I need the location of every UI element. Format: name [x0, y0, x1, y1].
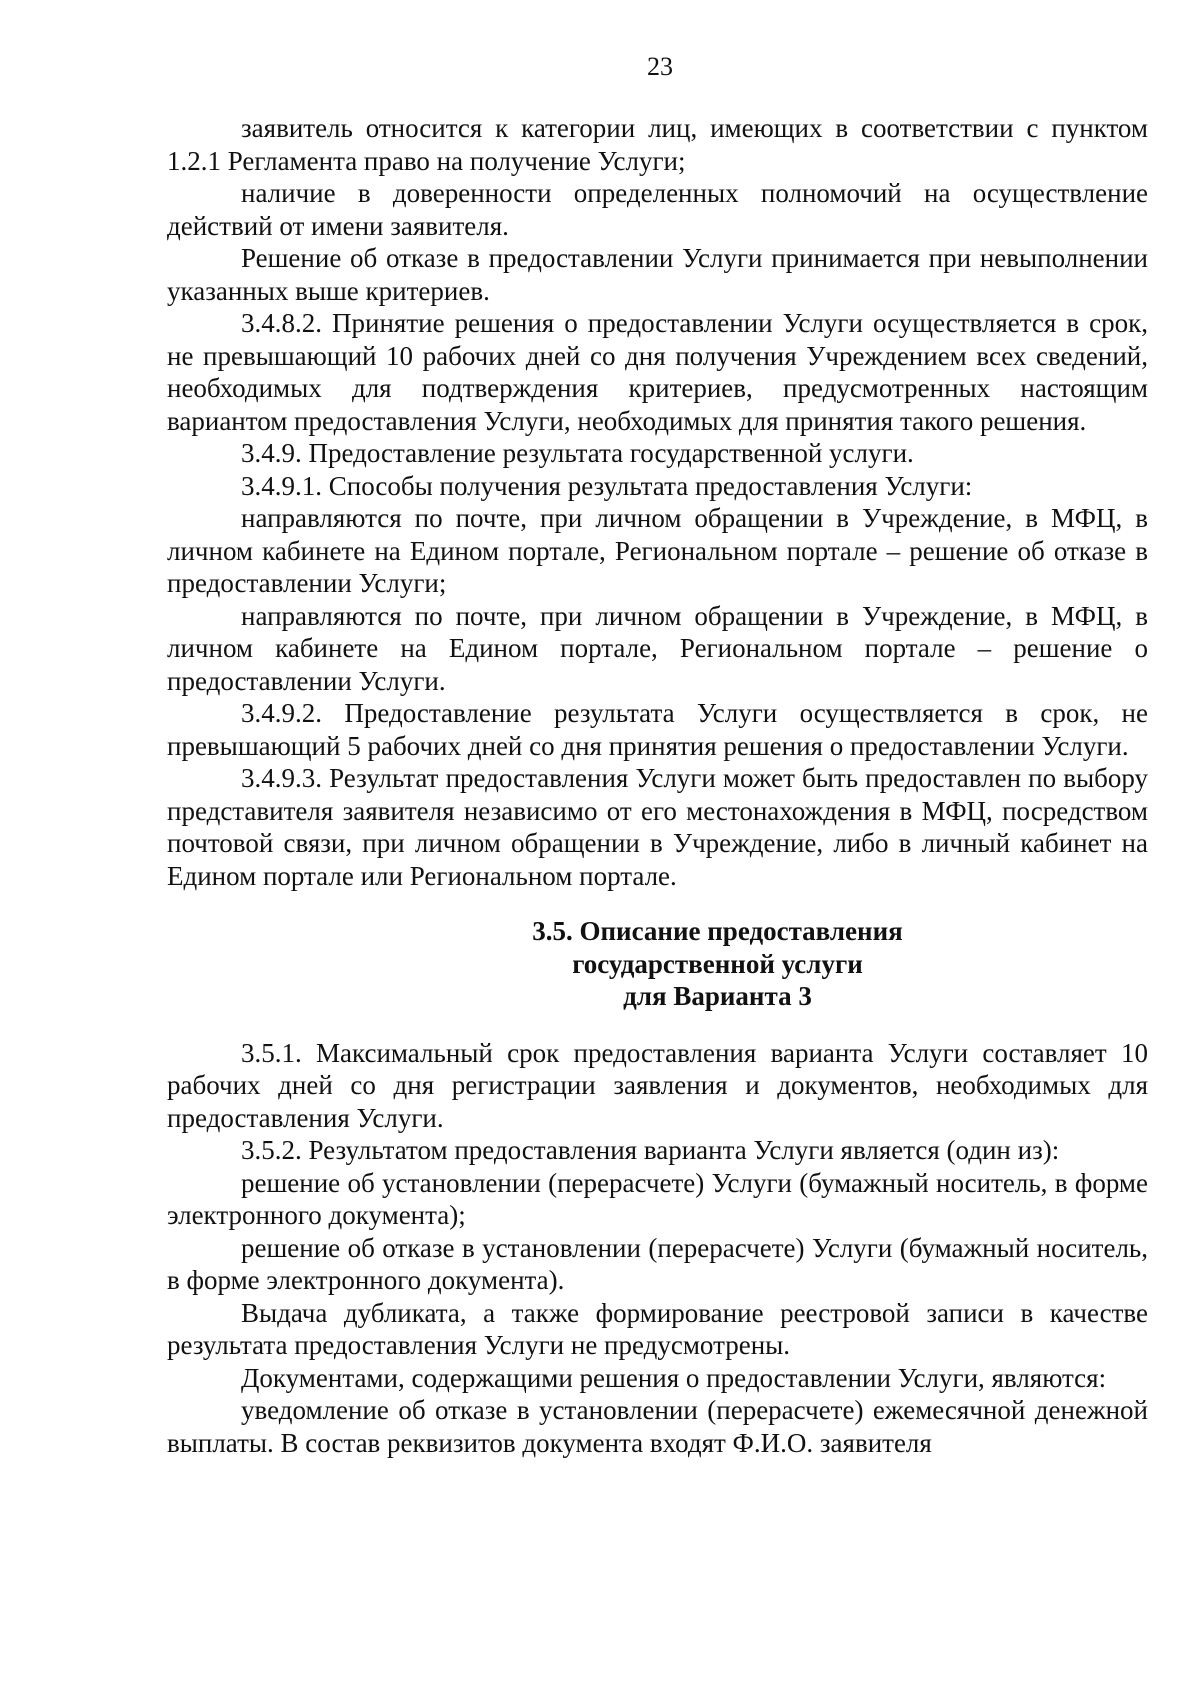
- paragraph: направляются по почте, при личном обращении в Учреждение, в МФЦ, в личном кабинете на Едином портале, Региональном портале – решение о предоставлении Услуги.: [167, 600, 1148, 696]
- paragraph: 3.5.2. Результатом предоставления варианта Услуги является (один из):: [241, 1135, 1060, 1165]
- paragraph: 3.4.8.2. Принятие решения о предоставлении Услуги осуществляется в срок, не превышающий 10 рабочих дней со дня получения Учреждением всех сведений, необходимых для подтверждения критериев, предусмотренных настоящим вариантом предоставления Услуги, необходимых для принятия такого решения.: [167, 308, 1148, 436]
- paragraph: решение об отказе в установлении (перерасчете) Услуги (бумажный носитель, в форме электронного документа).: [167, 1232, 1148, 1295]
- paragraph: 3.4.9.2. Предоставление результата Услуги осуществляется в срок, не превышающий 5 рабочих дней со дня принятия решения о предоставлении Услуги.: [167, 698, 1148, 761]
- paragraph: 3.4.9. Предоставление результата государственной услуги.: [241, 438, 914, 468]
- paragraph: Выдача дубликата, а также формирование реестровой записи в качестве результата предоставления Услуги не предусмотрены.: [167, 1297, 1148, 1360]
- page-number: 23: [647, 52, 673, 81]
- paragraph: наличие в доверенности определенных полномочий на осуществление действий от имени заявителя.: [167, 178, 1148, 241]
- paragraph: 3.4.9.3. Результат предоставления Услуги может быть предоставлен по выбору представителя заявителя независимо от его местонахождения в МФЦ, посредством почтовой связи, при личном обращении в Учреждение, либо в личный кабинет на Едином портале или Региональном портале.: [167, 763, 1148, 891]
- section-heading-line: государственной услуги: [572, 948, 863, 979]
- paragraph: Документами, содержащими решения о предоставлении Услуги, являются:: [241, 1362, 1107, 1393]
- document-body: [167, 112, 1148, 1459]
- paragraph: направляются по почте, при личном обращении в Учреждение, в МФЦ, в личном кабинете на Едином портале, Региональном портале – решение об отказе в предоставлении Услуги;: [167, 503, 1148, 598]
- paragraph: уведомление об отказе в установлении (перерасчете) ежемесячной денежной выплаты. В состав реквизитов документа входят Ф.И.О. заявителя: [167, 1395, 1148, 1458]
- paragraph: 3.4.9.1. Способы получения результата предоставления Услуги:: [241, 470, 973, 501]
- paragraph: Решение об отказе в предоставлении Услуги принимается при невыполнении указанных выше критериев.: [167, 243, 1148, 306]
- section-heading-line: 3.5. Описание предоставления: [532, 916, 903, 946]
- paragraph: решение об установлении (перерасчете) Услуги (бумажный носитель, в форме электронного документа);: [167, 1167, 1148, 1230]
- paragraph: заявитель относится к категории лиц, имеющих в соответствии с пунктом 1.2.1 Регламента право на получение Услуги;: [167, 113, 1148, 176]
- paragraph: 3.5.1. Максимальный срок предоставления варианта Услуги составляет 10 рабочих дней со дня регистрации заявления и документов, необходимых для предоставления Услуги.: [167, 1037, 1148, 1133]
- section-heading: [167, 915, 1148, 1013]
- section-heading-line: для Варианта 3: [623, 981, 812, 1011]
